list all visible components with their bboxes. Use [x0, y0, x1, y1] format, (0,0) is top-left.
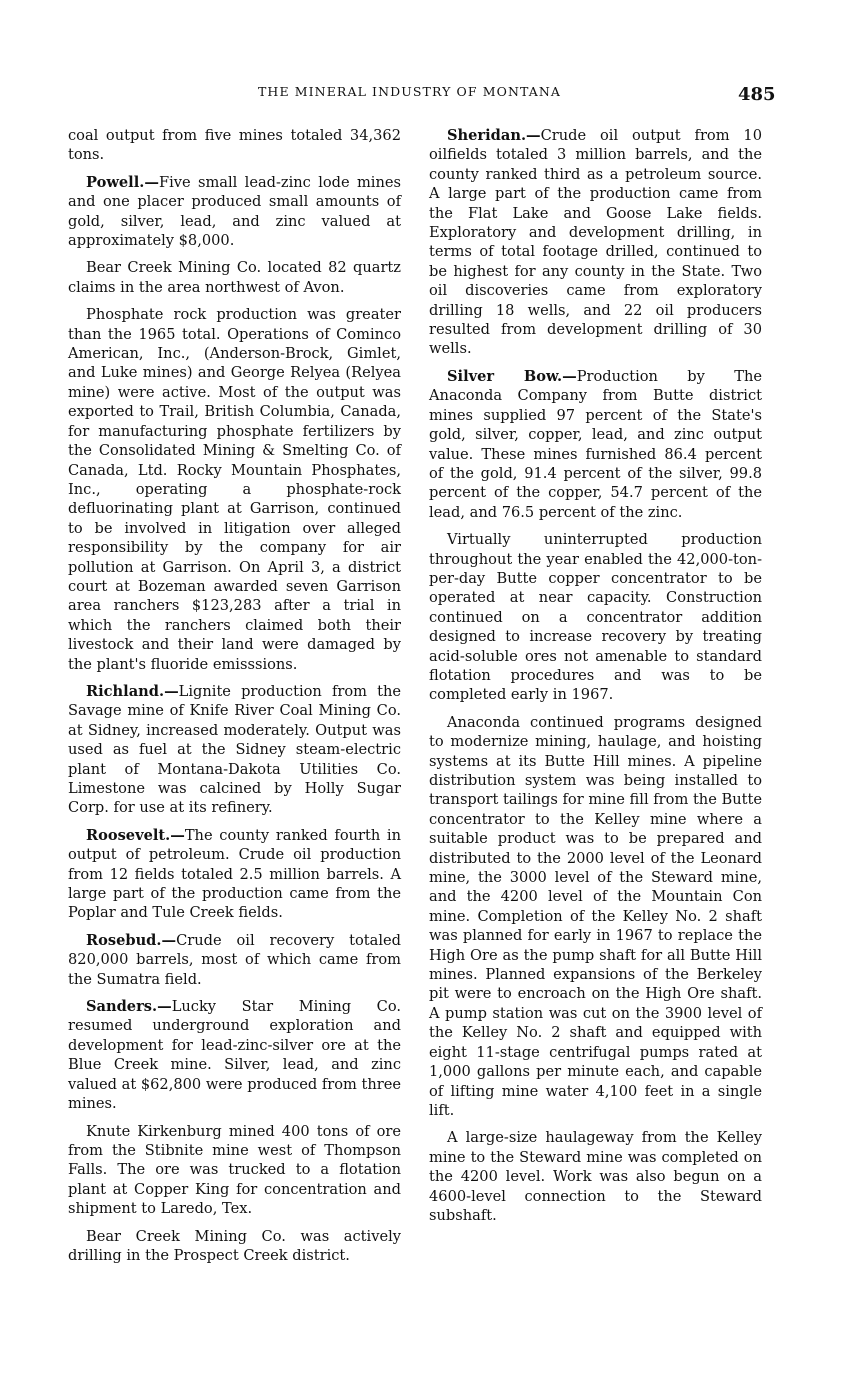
county-heading: Powell.—: [86, 173, 159, 191]
county-heading: Roosevelt.—: [86, 826, 185, 844]
running-header: [0, 84, 863, 108]
county-heading: Sanders.—: [86, 998, 172, 1016]
paragraph: Anaconda continued programs designed to modernize mining, haulage, and hoisting systems at its Butte Hill mines. A pipeline distribution system was being installed to transport tailings for mine fill from the Butte concentrator to the Kelley mine where a suitable product was to be prepared and distributed to the 2000 level of the Leonard mine, the 3000 level of the Steward mine, and the 4200 level of the Mountain Con mine. Completion of the Kelley No. 2 shaft was planned for early in 1967 to replace the High Ore as the pump shaft for all Butte Hill mines. Planned expansions of the Berkeley pit were to encroach on the High Ore shaft. A pump station was cut on the 3900 level of the Kelley No. 2 shaft and equipped with eight 11-stage centrifugal pumps rated at 1,000 gallons per minute each, and capable of lifting mine water 4,100 feet in a single lift.: [429, 713, 762, 1119]
paragraph-sanders: Sanders.—Lucky Star Mining Co. resumed underground exploration and development for lead-zinc-silver ore at the Blue Creek mine. Silver, lead, and zinc valued at $62,800 were produced from three mines.: [68, 998, 401, 1113]
paragraph-rosebud: Rosebud.—Crude oil recovery totaled 820,000 barrels, most of which came from the Sumatra field.: [68, 931, 401, 988]
paragraph-richland: Richland.—Lignite production from the Savage mine of Knife River Coal Mining Co. at Sidney, increased moderately. Output was used as fuel at the Sidney steam-electric plant of Montana-Dakota Utilities Co. Limestone was calcined by Holly Sugar Corp. for use at its refinery.: [68, 682, 401, 817]
paragraph-sheridan: Sheridan.—Crude oil output from 10 oilfields totaled 3 million barrels, and the county ranked third as a petroleum source. A large part of the production came from the Flat Lake and Goose Lake fields. Exploratory and development drilling, in terms of total footage drilled, continued to be highest for any county in the State. Two oil discoveries came from exploratory drilling 18 wells, and 22 oil producers resulted from development drilling of 30 wells.: [429, 127, 762, 358]
paragraph: coal output from five mines totaled 34,362 tons.: [68, 127, 401, 164]
paragraph-silver-bow: Silver Bow.—Production by The Anaconda Company from Butte district mines supplied 97 percent of the State's gold, silver, copper, lead, and zinc output value. These mines furnished 86.4 percent of the gold, 91.4 percent of the silver, 99.8 percent of the copper, 54.7 percent of the lead, and 76.5 percent of the zinc.: [429, 367, 762, 521]
county-heading: Silver Bow.—: [447, 367, 577, 385]
paragraph: Bear Creek Mining Co. located 82 quartz claims in the area northwest of Avon.: [68, 259, 401, 296]
running-title: THE MINERAL INDUSTRY OF MONTANA: [258, 84, 562, 99]
county-heading: Richland.—: [86, 682, 179, 700]
paragraph: A large-size haulageway from the Kelley mine to the Steward mine was completed on the 4200 level. Work was also begun on a 4600-level connection to the Steward subshaft.: [429, 1129, 762, 1224]
left-column: [68, 126, 401, 1273]
paragraph-roosevelt: Roosevelt.—The county ranked fourth in output of petroleum. Crude oil production from 12 fields totaled 2.5 million barrels. A large part of the production came from the Poplar and Tule Creek fields.: [68, 826, 401, 922]
county-heading: Rosebud.—: [86, 931, 177, 949]
paragraph-powell: Powell.—Five small lead-zinc lode mines and one placer produced small amounts of gold, silver, lead, and zinc valued at approximately $8,000.: [68, 173, 401, 250]
paragraph: Virtually uninterrupted production throughout the year enabled the 42,000-ton-per-day Butte copper concentrator to be operated at near capacity. Construction continued on a concentrator addition designed to increase recovery by treating acid-soluble ores not amenable to standard flotation procedures and was to be completed early in 1967.: [429, 531, 762, 704]
paragraph: Bear Creek Mining Co. was actively drilling in the Prospect Creek district.: [68, 1227, 401, 1264]
page-number: 485: [738, 84, 776, 105]
paragraph: Knute Kirkenburg mined 400 tons of ore from the Stibnite mine west of Thompson Falls. The ore was trucked to a flotation plant at Copper King for concentration and shipment to Laredo, Tex.: [68, 1122, 401, 1218]
right-column: [429, 126, 762, 1233]
paragraph: Phosphate rock production was greater than the 1965 total. Operations of Cominco American, Inc., (Anderson-Brock, Gimlet, and Luke mines) and George Relyea (Relyea mine) were active. Most of the output was exported to Trail, British Columbia, Canada, for manufacturing phosphate fertilizers by the Consolidated Mining & Smelting Co. of Canada, Ltd. Rocky Mountain Phosphates, Inc., operating a phosphate-rock defluorinating plant at Garrison, continued to be involved in litigation over alleged responsibility by the company for air pollution at Garrison. On April 3, a district court at Bozeman awarded seven Garrison area ranchers $123,283 after a trial in which the ranchers claimed both their livestock and their land were damaged by the plant's fluoride emisssions.: [68, 306, 401, 673]
county-heading: Sheridan.—: [447, 127, 541, 144]
